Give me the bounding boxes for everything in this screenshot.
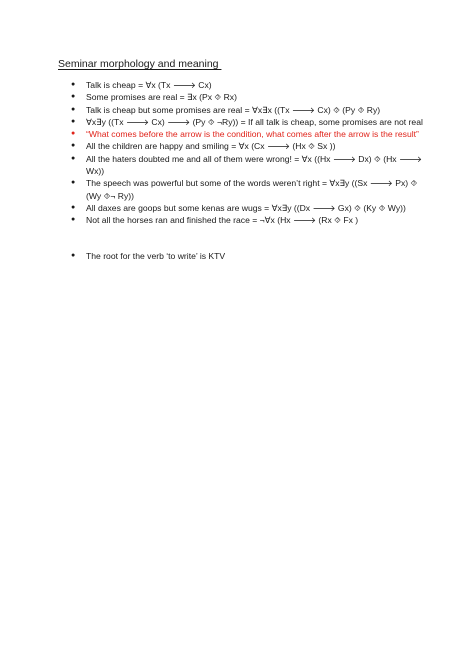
bullet-icon: ● xyxy=(71,130,76,138)
list-item-text: Talk is cheap but some promises are real = ∀x∃x ((Tx 🡒 Cx) ⯑ (Py ⯑ Ry) xyxy=(86,104,381,115)
bullet-icon: ● xyxy=(71,93,76,101)
list-item xyxy=(0,153,474,178)
list-item xyxy=(0,79,474,91)
bullet-icon: ● xyxy=(71,203,76,211)
bullet-icon: ● xyxy=(71,81,76,88)
list-item-text: The root for the verb ‘to write’ is KTV xyxy=(86,250,226,261)
list-item xyxy=(0,140,474,152)
list-item xyxy=(0,214,474,226)
list-item xyxy=(0,91,474,103)
bullet-icon: ● xyxy=(71,216,76,224)
list-item-text: All the children are happy and smiling = ∀x (Cx 🡒 (Hx ⯑ Sx )) xyxy=(86,141,336,152)
list-item-text: The speech was powerful but some of the words weren’t right = ∀x∃y ((Sx 🡒 Px) ⯑ (Wy ⯑¬ Ry)) xyxy=(86,178,418,201)
list-item-text: All the haters doubted me and all of them were wrong! = ∀x ((Hx 🡒 Dx) ⯑ (Hx 🡒 Wx)) xyxy=(86,153,423,177)
page-title: Seminar morphology and meaning xyxy=(58,58,222,70)
list-item xyxy=(0,202,474,214)
list-item-text: ∀x∃y ((Tx 🡒 Cx) 🡒 (Py ⯑ ¬Ry)) = If all talk is cheap, some promises are not real xyxy=(86,116,423,127)
bullet-icon: ● xyxy=(71,117,76,125)
list-item-text: Not all the horses ran and finished the race = ¬∀x (Hx 🡒 (Rx ⯑ Fx ) xyxy=(86,215,359,226)
list-item xyxy=(0,104,474,116)
list-item-text: “What comes before the arrow is the condition, what comes after the arrow is the result” xyxy=(86,129,419,140)
bullet-icon: ● xyxy=(71,142,76,150)
list-item xyxy=(0,250,474,262)
list-item xyxy=(0,177,474,202)
list-item-highlighted xyxy=(0,128,474,140)
bullet-icon: ● xyxy=(71,251,76,259)
list-item-text: All daxes are goops but some kenas are wugs = ∀x∃y ((Dx 🡒 Gx) ⯑ (Ky ⯑ Wy)) xyxy=(86,202,406,213)
list-item-text: Talk is cheap = ∀x (Tx 🡒 Cx) xyxy=(86,80,212,90)
bullet-icon: ● xyxy=(71,105,76,113)
list-item xyxy=(0,116,474,128)
list-item-text: Some promises are real = ∃x (Px ⯑ Rx) xyxy=(86,92,237,103)
bullet-icon: ● xyxy=(71,154,76,162)
bullet-list xyxy=(0,79,474,262)
bullet-icon: ● xyxy=(71,179,76,187)
